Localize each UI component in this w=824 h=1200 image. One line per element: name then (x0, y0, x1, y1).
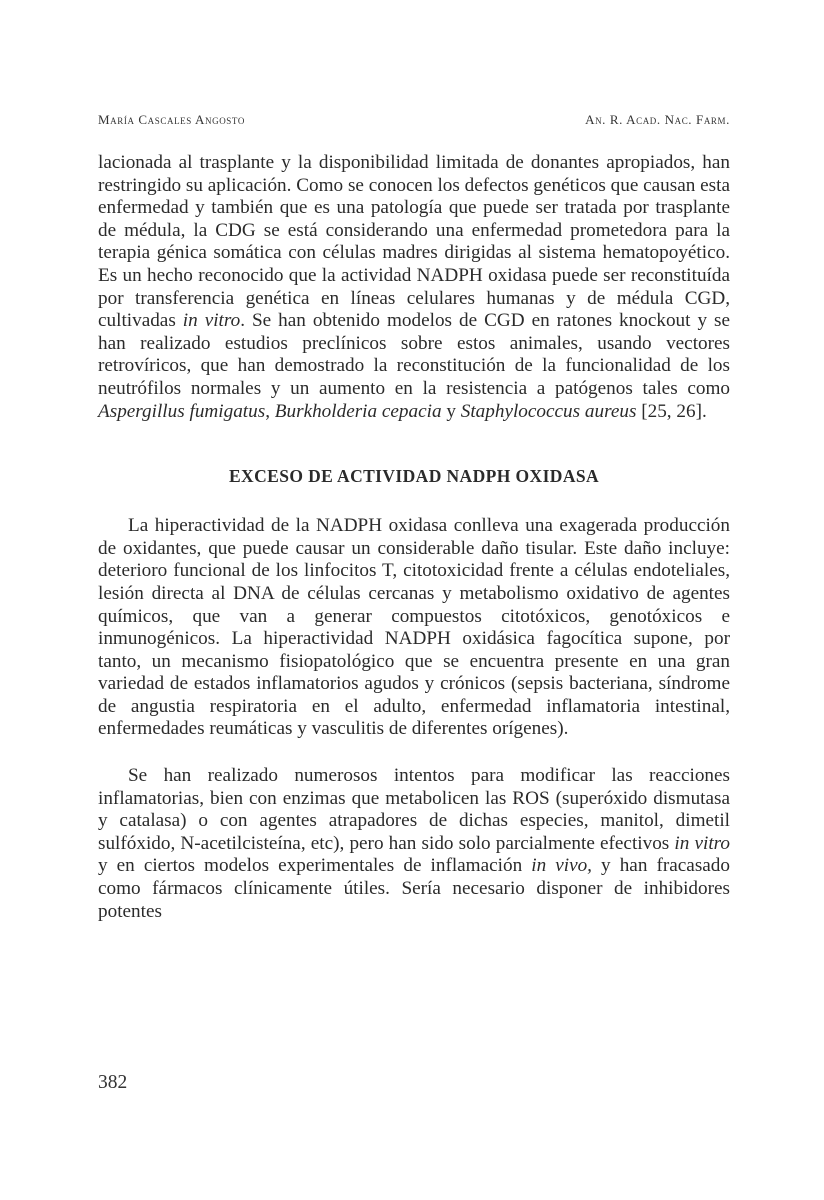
species-separator-2: y (441, 400, 461, 422)
paragraph-1-in-vitro: in vitro (182, 310, 241, 332)
spacer (98, 489, 730, 515)
section-heading: EXCESO DE ACTIVIDAD NADPH OXIDASA (228, 466, 600, 487)
page-number: 382 (98, 1072, 128, 1093)
paragraph-3-text-a: Se han realizado numerosos intentos para modificar las reacciones inflamatorias, bien con enzimas que metabolicen las ROS (superóxido dismutasa y catalasa) o con agentes atrapadores de dichas especies, manitol, dimetil sulfóxido, N-acetilcisteína, etc), pero han sido solo parcialmente efectivos (98, 765, 730, 854)
paragraph-1-text-a: lacionada al trasplante y la disponibilidad limitada de donantes apropiados, han restringido su aplicación. Como se conocen los defectos genéticos que causan esta enfermedad y también que es una patología que puede ser tratada por trasplante de médula, la CDG se está considerando una enfermedad prometedora para la terapia génica somática con células madres dirigidas al sistema hematopoyético. Es un hecho reconocido que la actividad NADPH oxidasa puede ser reconstituída por transferencia genética en líneas celulares humanas y de médula CGD, cultivadas (98, 152, 730, 332)
species-staphylococcus: Staphylococcus aureus (460, 400, 637, 422)
species-separator-1: , (265, 400, 275, 422)
paragraph-continued (98, 152, 730, 423)
spacer (98, 423, 730, 465)
body-text (98, 152, 730, 923)
species-aspergillus: Aspergillus fumigatus (98, 400, 266, 422)
running-header (98, 112, 730, 130)
header-journal: An. R. Acad. Nac. Farm. (585, 112, 730, 127)
paragraph-3-text-c: y han fracasado como fármacos clínicamente útiles. Sería necesario disponer de inhibidores potentes (98, 855, 730, 922)
spacer (98, 741, 730, 765)
paragraph-3-text-b: y en ciertos modelos experimentales de inflamación (98, 855, 532, 877)
species-burkholderia: Burkholderia cepacia (274, 400, 442, 422)
paragraph-3-in-vitro: in vitro (674, 832, 730, 854)
document-page (98, 0, 730, 1200)
paragraph-3-in-vivo: in vivo, (531, 855, 592, 877)
paragraph-hyperactivity: La hiperactividad de la NADPH oxidasa conlleva una exagerada producción de oxidantes, que puede causar un considerable daño tisular. Este daño incluye: deterioro funcional de los linfocitos T, citotoxicidad frente a células endoteliales, lesión directa al DNA de células cercanas y metabolismo oxidativo de agentes químicos, que van a generar compuestos citotóxicos, genotóxicos e inmunogénicos. La hiperactividad NADPH oxidásica fagocítica supone, por tanto, un mecanismo fisiopatológico que se encuentra presente en una gran variedad de estados inflamatorios agudos y crónicos (sepsis bacteriana, síndrome de angustia respiratoria en el adulto, enfermedad inflamatoria intestinal, enfermedades reumáticas y vasculitis de diferentes orígenes). (98, 515, 730, 740)
paragraph-1-text-b: . Se han obtenido modelos de CGD en ratones knockout y se han realizado estudios preclínicos sobre estos animales, usando vectores retrovíricos, que han demostrado la reconstitución de la funcionalidad de los neutrófilos normales y un aumento en la resistencia a patógenos tales como (98, 310, 731, 399)
citation: [25, 26]. (636, 400, 707, 422)
paragraph-inhibitors (98, 765, 730, 923)
header-author: María Cascales Angosto (98, 112, 245, 127)
